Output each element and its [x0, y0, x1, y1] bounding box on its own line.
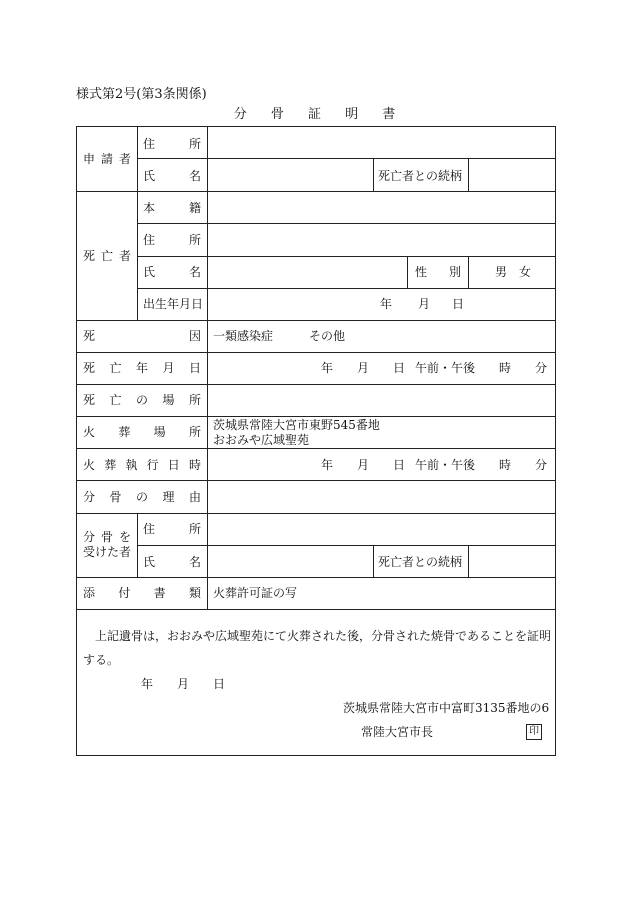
row-divider — [137, 288, 556, 289]
column-divider — [373, 545, 374, 577]
cremation-year-unit: 年 — [321, 458, 334, 472]
column-divider — [373, 158, 374, 191]
certification-month-unit: 月 — [177, 677, 190, 691]
column-divider — [137, 513, 138, 577]
crematorium-label: 火 葬 場 所 — [83, 425, 201, 439]
receiver-heading-line2: 受けた者 — [83, 545, 132, 559]
applicant-relation-label: 死亡者との続柄 — [378, 169, 463, 183]
deceased-name-label: 氏 名 — [143, 265, 201, 279]
row-divider — [77, 191, 556, 192]
death-ampm: 午前・午後 — [415, 361, 476, 375]
birth-day-unit: 日 — [452, 297, 465, 311]
reason-label: 分 骨 の 理 由 — [83, 490, 201, 504]
cremation-minute-unit: 分 — [535, 458, 548, 472]
column-divider — [207, 127, 208, 609]
crematorium-address: 茨城県常陸大宮市東野545番地 — [213, 418, 380, 432]
deceased-address-label: 住 所 — [143, 233, 201, 247]
birth-month-unit: 月 — [418, 297, 431, 311]
column-divider — [468, 256, 469, 288]
death-hour-unit: 時 — [499, 361, 512, 375]
deceased-heading: 死 亡 者 — [83, 249, 131, 263]
row-divider — [77, 416, 556, 417]
cremation-month-unit: 月 — [357, 458, 370, 472]
death-day-unit: 日 — [393, 361, 406, 375]
applicant-name-label: 氏 名 — [143, 169, 201, 183]
attachment-label: 添 付 書 類 — [83, 586, 201, 600]
row-divider — [137, 256, 556, 257]
cremation-ampm: 午前・午後 — [415, 458, 476, 472]
attachment-value: 火葬許可証の写 — [213, 586, 298, 600]
receiver-address-label: 住 所 — [143, 522, 201, 536]
cremation-day-unit: 日 — [393, 458, 406, 472]
seal-mark: 印 — [526, 724, 542, 740]
applicant-heading: 申 請 者 — [83, 152, 131, 166]
death-place-label: 死 亡 の 場 所 — [83, 393, 201, 407]
cremation-datetime-label: 火 葬 執 行 日 時 — [83, 458, 201, 472]
row-divider — [77, 352, 556, 353]
row-divider — [77, 448, 556, 449]
death-datetime-label: 死 亡 年 月 日 — [83, 361, 201, 375]
death-year-unit: 年 — [321, 361, 334, 375]
row-divider — [77, 480, 556, 481]
cremation-hour-unit: 時 — [499, 458, 512, 472]
column-divider — [468, 158, 469, 191]
document-title: 分 骨 証 明 書 — [233, 107, 397, 122]
column-divider — [137, 127, 138, 191]
deceased-sex-label: 性 別 — [415, 265, 461, 279]
issuer-title: 常陸大宮市長 — [361, 725, 434, 739]
certification-text-line1: 上記遺骨は，おおみや広域聖苑にて火葬された後，分骨された焼骨であることを証明 — [95, 629, 552, 643]
column-divider — [137, 191, 138, 320]
row-divider — [77, 320, 556, 321]
deceased-domicile-label: 本 籍 — [143, 201, 201, 215]
row-divider — [77, 609, 556, 610]
applicant-address-label: 住 所 — [143, 137, 201, 151]
certification-text-line2: する。 — [83, 653, 120, 667]
row-divider — [77, 513, 556, 514]
column-divider — [407, 256, 408, 288]
receiver-heading-line1: 分 骨 を — [83, 530, 131, 544]
certification-year-unit: 年 — [141, 677, 154, 691]
cause-option-other: その他 — [309, 329, 346, 343]
death-minute-unit: 分 — [535, 361, 548, 375]
row-divider — [137, 545, 556, 546]
certificate-table — [76, 126, 556, 756]
deceased-sex-options: 男 女 — [495, 265, 532, 279]
receiver-name-label: 氏 名 — [143, 555, 201, 569]
column-divider — [468, 545, 469, 577]
crematorium-name: おおみや広域聖苑 — [213, 433, 310, 447]
form-number: 様式第2号(第3条関係) — [76, 87, 207, 102]
row-divider — [77, 384, 556, 385]
birth-year-unit: 年 — [380, 297, 393, 311]
cause-label: 死 因 — [83, 329, 201, 343]
certification-day-unit: 日 — [213, 677, 226, 691]
death-month-unit: 月 — [357, 361, 370, 375]
row-divider — [137, 158, 556, 159]
issuer-address: 茨城県常陸大宮市中富町3135番地の6 — [343, 701, 550, 715]
deceased-birth-label: 出生年月日 — [143, 297, 204, 311]
receiver-relation-label: 死亡者との続柄 — [378, 555, 463, 569]
row-divider — [137, 223, 556, 224]
row-divider — [77, 577, 556, 578]
cause-option-infectious: 一類感染症 — [213, 329, 274, 343]
